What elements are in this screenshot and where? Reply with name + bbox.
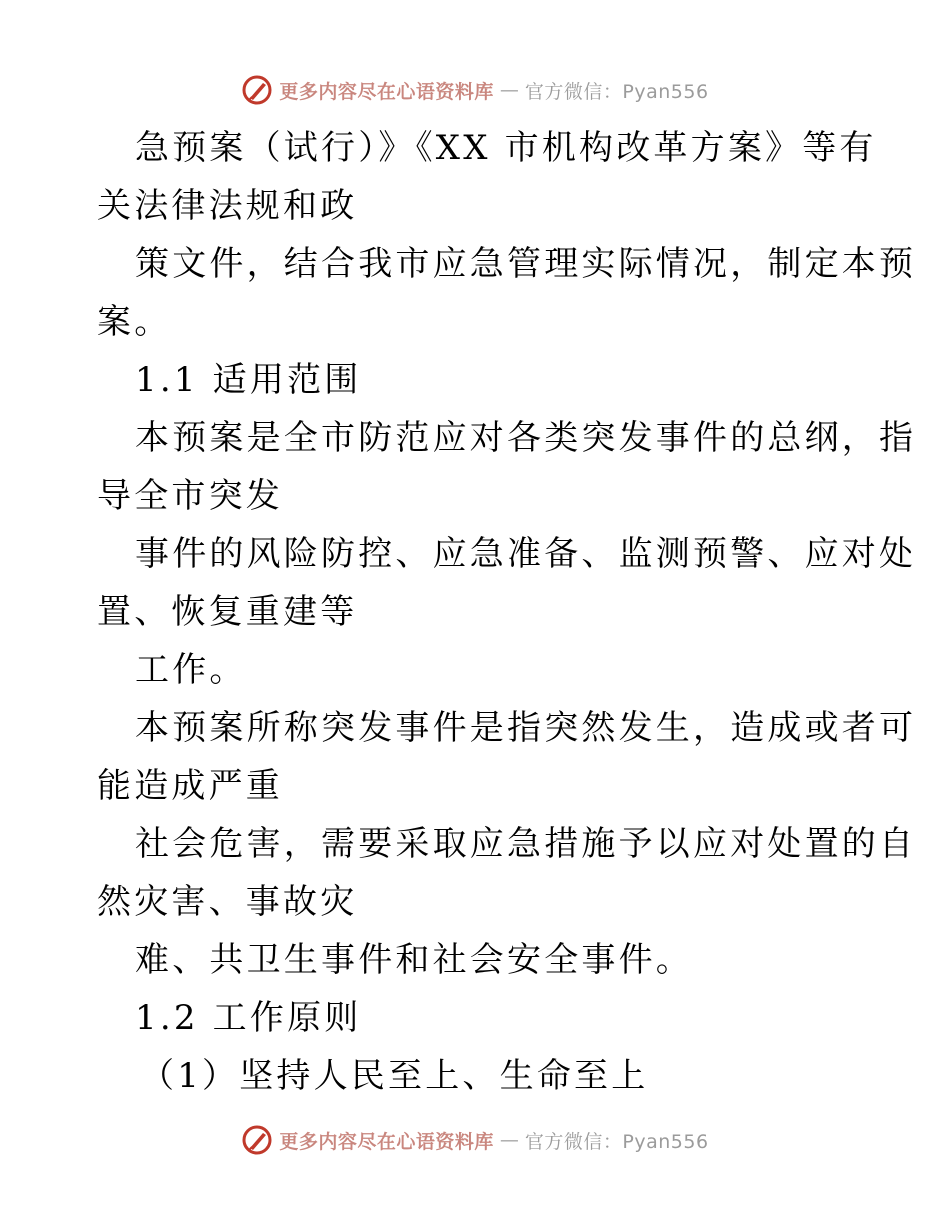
text-line: 案。 bbox=[97, 302, 172, 342]
text-line: 策文件，结合我市应急管理实际情况，制定本预 bbox=[135, 244, 917, 284]
text-line: 置、恢复重建等 bbox=[97, 592, 358, 632]
text-line: 本预案是全市防范应对各类突发事件的总纲，指 bbox=[135, 418, 917, 458]
watermark-separator: — bbox=[499, 1129, 519, 1151]
text-line: 能造成严重 bbox=[97, 766, 283, 806]
text-line: 难、共卫生事件和社会安全事件。 bbox=[135, 940, 693, 980]
footer-watermark bbox=[0, 1120, 950, 1160]
subsection-heading: （1）坚持人民至上、生命至上 bbox=[140, 1056, 649, 1096]
watermark-wechat-text: 官方微信：Pyan556 bbox=[524, 80, 709, 103]
section-heading: 1.1 适用范围 bbox=[135, 360, 362, 400]
watermark-wechat-text: 官方微信：Pyan556 bbox=[524, 1130, 709, 1153]
text-line: 关法律法规和政 bbox=[97, 186, 358, 226]
watermark-main-text: 更多内容尽在心语资料库 bbox=[279, 1130, 494, 1153]
text-line: 然灾害、事故灾 bbox=[97, 882, 358, 922]
watermark-main-text: 更多内容尽在心语资料库 bbox=[279, 80, 494, 103]
text-line: 急预案（试行）》《XX 市机构改革方案》等有 bbox=[135, 128, 877, 168]
watermark-separator: — bbox=[499, 79, 519, 101]
quill-logo-icon bbox=[241, 1124, 273, 1156]
text-line: 本预案所称突发事件是指突然发生，造成或者可 bbox=[135, 708, 917, 748]
text-line: 社会危害，需要采取应急措施予以应对处置的自 bbox=[135, 824, 917, 864]
text-line: 事件的风险防控、应急准备、监测预警、应对处 bbox=[135, 534, 917, 574]
text-line: 工作。 bbox=[135, 650, 247, 690]
text-line: 导全市突发 bbox=[97, 476, 283, 516]
section-heading: 1.2 工作原则 bbox=[135, 998, 362, 1038]
